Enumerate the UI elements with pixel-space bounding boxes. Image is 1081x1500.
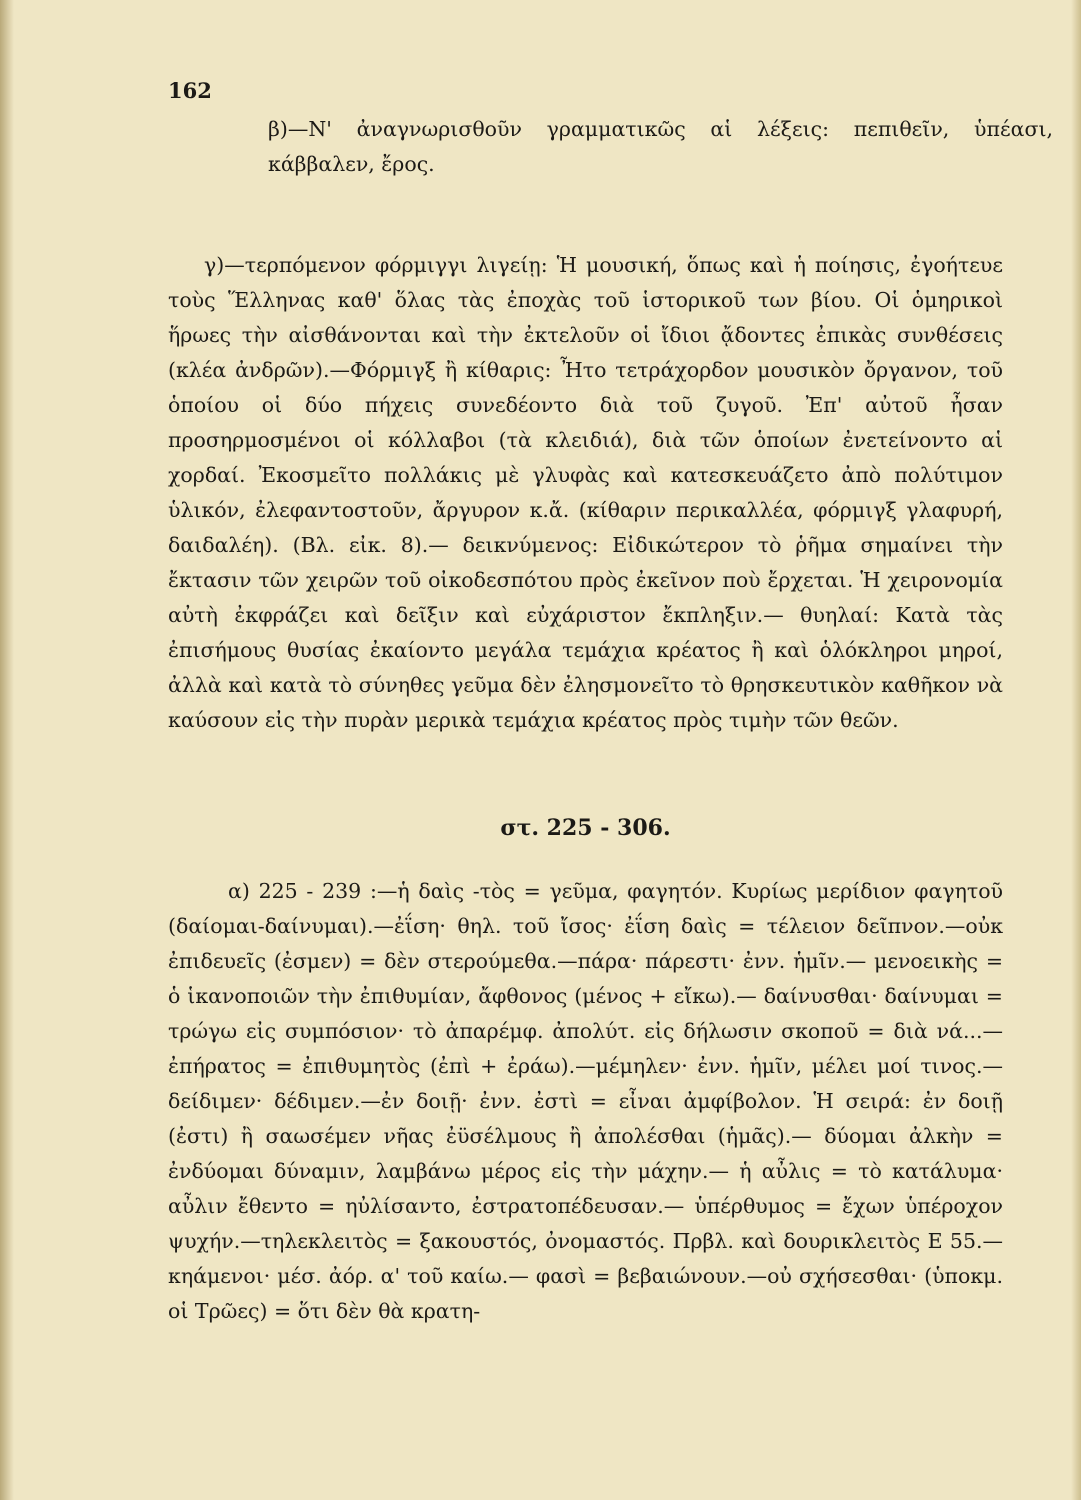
page-edge-right: [1071, 0, 1081, 1500]
section-gamma: [168, 248, 1003, 738]
section-beta: [218, 112, 1053, 182]
section-alpha-text: α) 225 - 239 :—ἡ δαὶς -τὸς = γεῦμα, φαγητόν. Κυρίως μερίδιον φαγητοῦ (δαίομαι-δαίνυμαι).—ἐΐση· θηλ. τοῦ ἴσος· ἐΐση δαὶς = τέλειον δεῖπνον.—οὐκ ἐπιδευεῖς (ἐσμεν) = δὲν στερούμεθα.—πάρα· πάρεστι· ἐνν. ἡμῖν.— μενοεικὴς = ὁ ἱκανοποιῶν τὴν ἐπιθυμίαν, ἄφθονος (μένος + εἴκω).— δαίνυσθαι· δαίνυμαι = τρώγω εἰς συμπόσιον· τὸ ἀπαρέμφ. ἀπολύτ. εἰς δήλωσιν σκοποῦ = διὰ νά...—ἐπήρατος = ἐπιθυμητὸς (ἐπὶ + ἐράω).—μέμηλεν· ἐνν. ἡμῖν, μέλει μοί τινος.—δείδιμεν· δέδιμεν.—ἐν δοιῇ· ἐνν. ἐστὶ = εἶναι ἀμφίβολον. Ἡ σειρά: ἐν δοιῇ (ἐστι) ἢ σαωσέμεν νῆας ἐϋσέλμους ἢ ἀπολέσθαι (ἡμᾶς).— δύομαι ἀλκὴν = ἐνδύομαι δύναμιν, λαμβάνω μέρος εἰς τὴν μάχην.— ἡ αὖλις = τὸ κατάλυμα· αὖλιν ἔθεντο = ηὐλίσαντο, ἐστρατοπέδευσαν.— ὑπέρθυμος = ἔχων ὑπέροχον ψυχήν.—τηλεκλειτὸς = ξακουστός, ὀνομαστός. Πρβλ. καὶ δουρικλειτὸς Ε 55.— κηάμενοι· μέσ. ἀόρ. α' τοῦ καίω.— φασὶ = βεβαιώνουν.—οὐ σχήσεσθαι· (ὑποκμ. οἱ Τρῶες) = ὅτι δὲν θὰ κρατη-: [168, 879, 1003, 1323]
page-edge-left: [0, 0, 14, 1500]
section-beta-text: β)—Ν' ἀναγνωρισθοῦν γραμματικῶς αἱ λέξεις: πεπιθεῖν, ὑπέασι, κάββαλεν, ἔρος.: [268, 117, 1053, 176]
section-gamma-text: γ)—τερπόμενον φόρμιγγι λιγείῃ: Ἡ μουσική, ὅπως καὶ ἡ ποίησις, ἐγοήτευε τοὺς Ἕλληνας καθ' ὅλας τὰς ἐποχὰς τοῦ ἱστορικοῦ των βίου. Οἱ ὁμηρικοὶ ἥρωες τὴν αἰσθάνονται καὶ τὴν ἐκτελοῦν οἱ ἴδιοι ᾄδοντες ἐπικὰς συνθέσεις (κλέα ἀνδρῶν).—Φόρμιγξ ἢ κίθαρις: Ἦτο τετράχορδον μουσικὸν ὄργανον, τοῦ ὁποίου οἱ δύο πήχεις συνεδέοντο διὰ τοῦ ζυγοῦ. Ἐπ' αὐτοῦ ἦσαν προσηρμοσμένοι οἱ κόλλαβοι (τὰ κλειδιά), διὰ τῶν ὁποίων ἐνετείνοντο αἱ χορδαί. Ἐκοσμεῖτο πολλάκις μὲ γλυφὰς καὶ κατεσκευάζετο ἀπὸ πολύτιμον ὑλικόν, ἐλεφαντοστοῦν, ἄργυρον κ.ἄ. (κίθαριν περικαλλέα, φόρμιγξ γλαφυρή, δαιδαλέη). (Βλ. εἰκ. 8).— δεικνύμενος: Εἰδικώτερον τὸ ῥῆμα σημαίνει τὴν ἔκτασιν τῶν χειρῶν τοῦ οἰκοδεσπότου πρὸς ἐκεῖνον ποὺ ἔρχεται. Ἡ χειρονομία αὐτὴ ἐκφράζει καὶ δεῖξιν καὶ εὐχάριστον ἔκπληξιν.— θυηλαί: Κατὰ τὰς ἐπισήμους θυσίας ἐκαίοντο μεγάλα τεμάχια κρέατος ἢ καὶ ὁλόκληροι μηροί, ἀλλὰ καὶ κατὰ τὸ σύνηθες γεῦμα δὲν ἐλησμονεῖτο τὸ θρησκευτικὸν καθῆκον νὰ καύσουν εἰς τὴν πυρὰν μερικὰ τεμάχια κρέατος πρὸς τιμὴν τῶν θεῶν.: [168, 253, 1003, 732]
section-alpha: [168, 874, 1003, 1329]
section-heading: στ. 225 - 306.: [500, 815, 671, 841]
page-number: 162: [168, 78, 212, 103]
